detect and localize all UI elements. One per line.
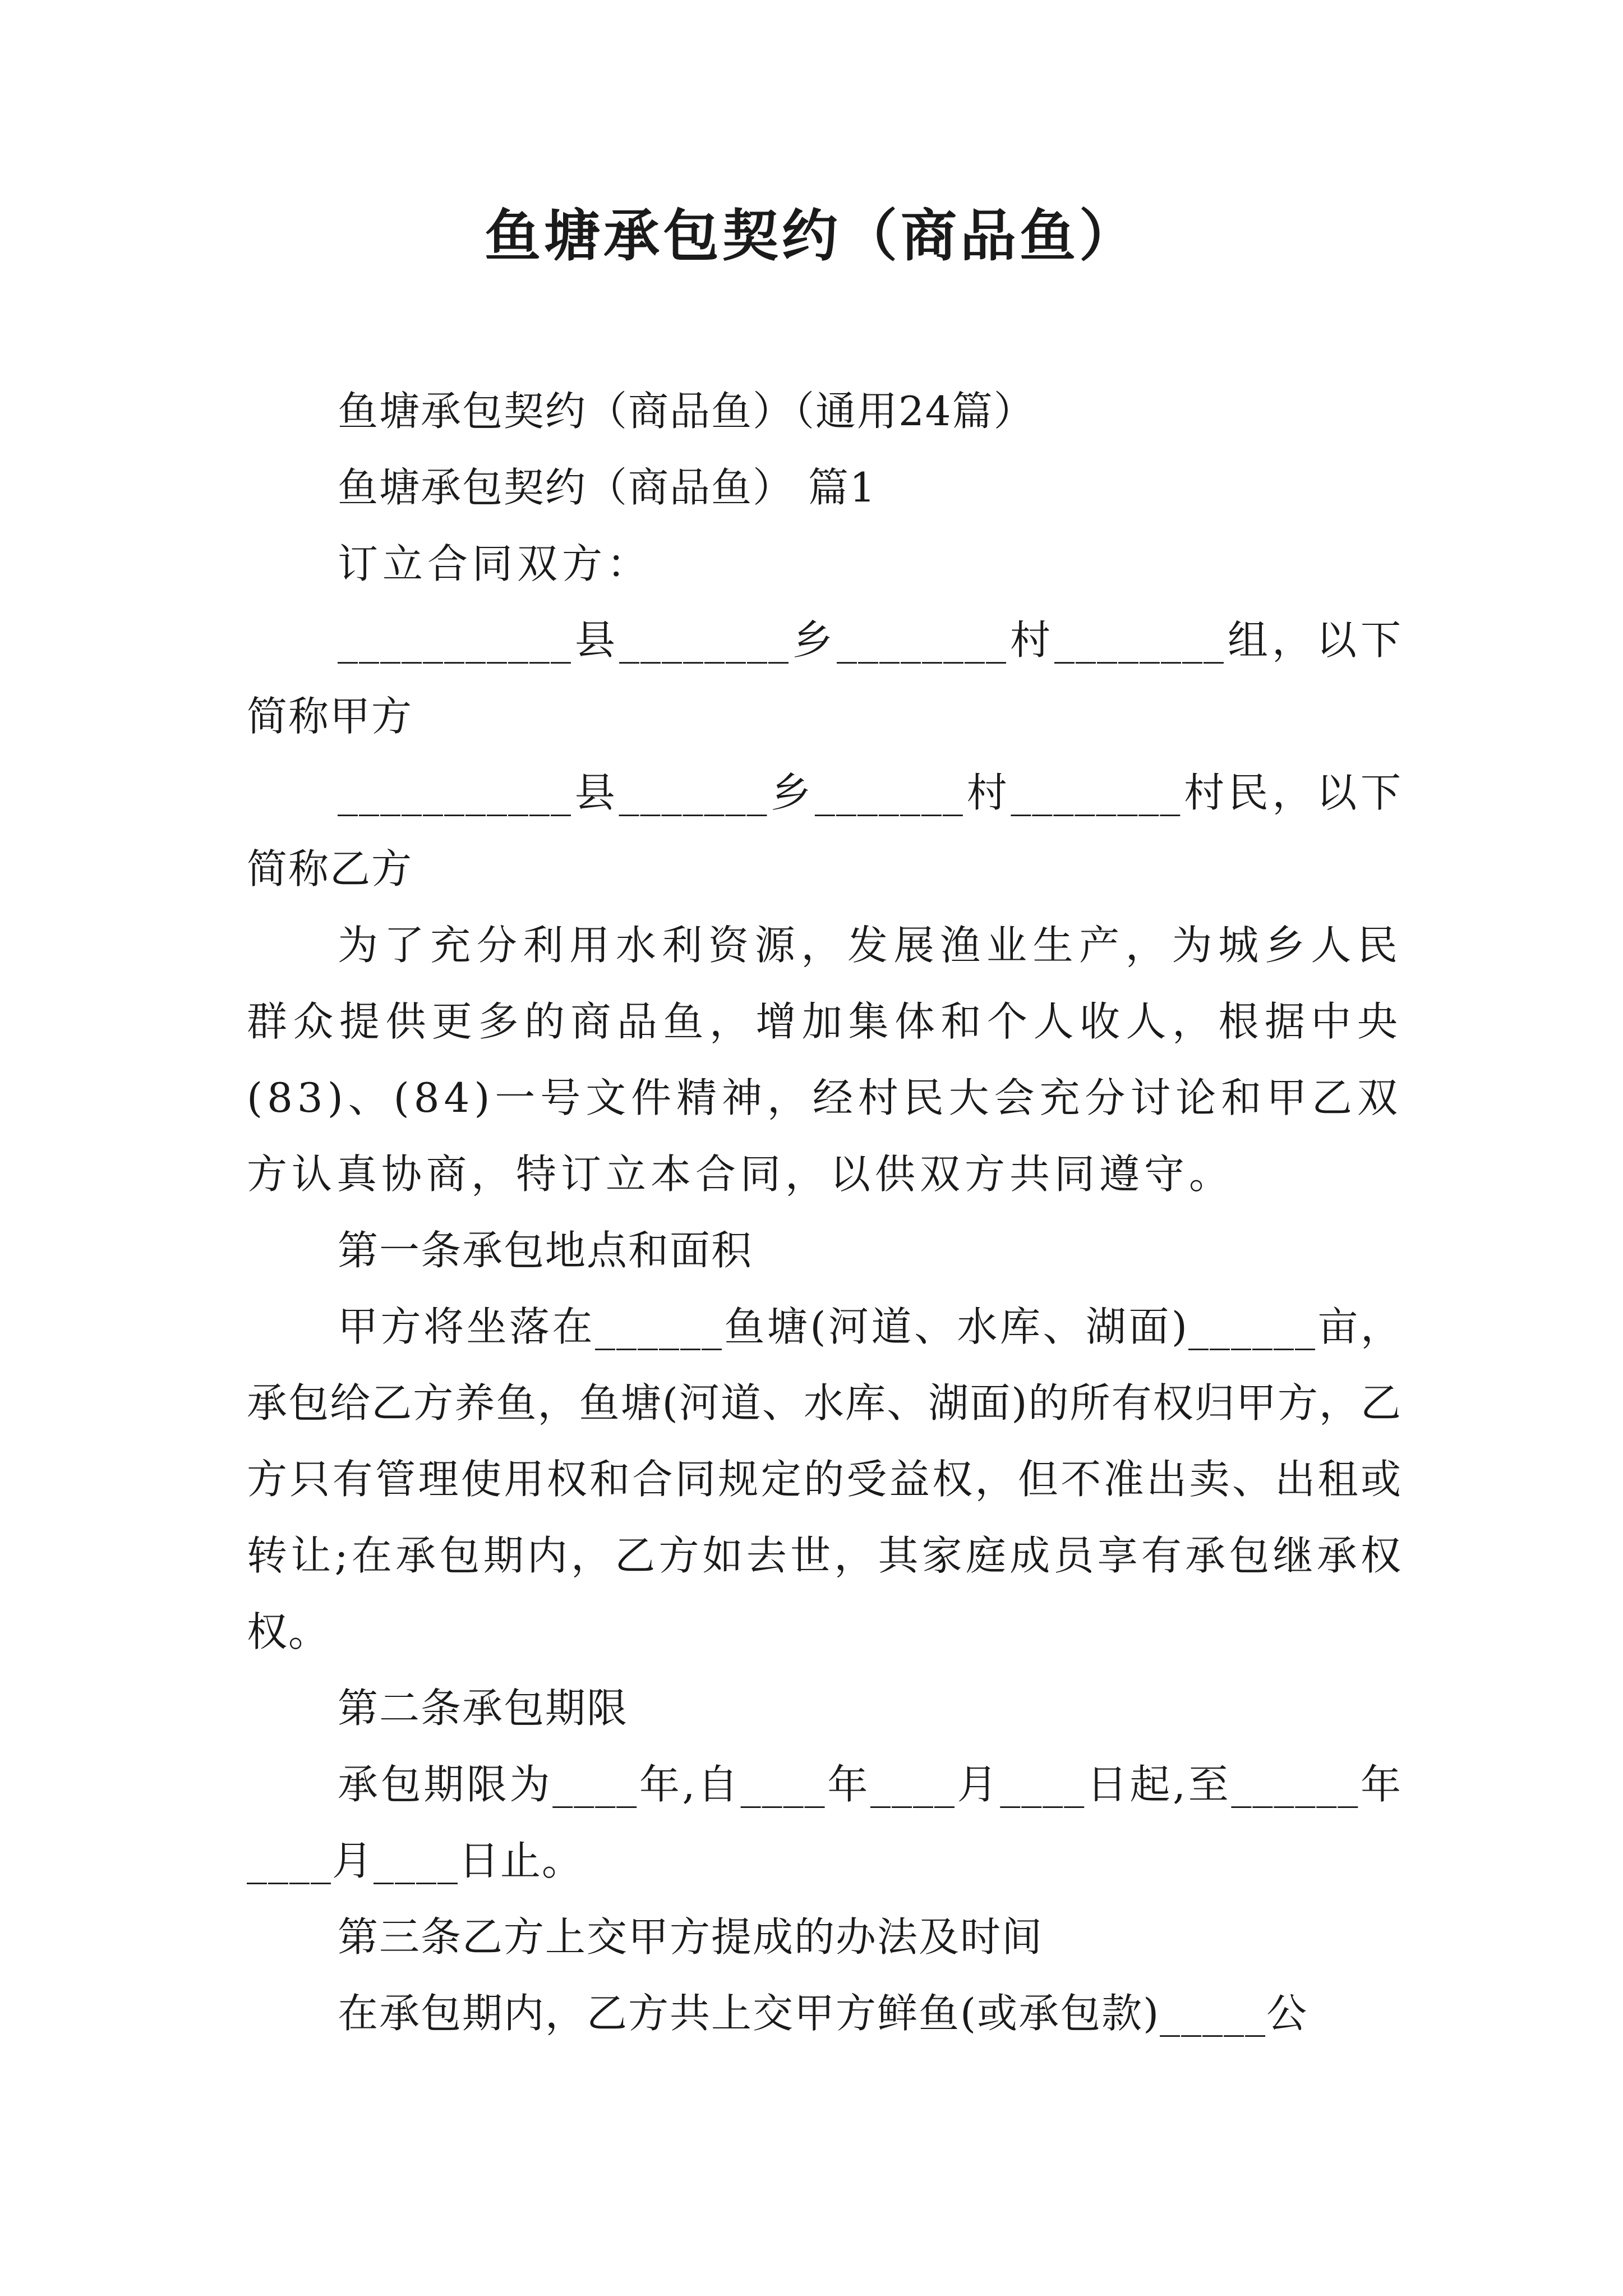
paragraph: 在承包期内，乙方共上交甲方鲜鱼(或承包款)_____公 — [338, 1990, 1308, 2037]
document-title: 鱼塘承包契约（商品鱼） — [485, 203, 1138, 269]
paragraph: ___________县________乡________村________组，以下简称甲方 — [247, 616, 1402, 740]
paragraph: 鱼塘承包契约（商品鱼） 篇1 — [338, 464, 877, 511]
paragraph: 订立合同双方： — [338, 540, 652, 587]
section-heading: 第二条承包期限 — [338, 1685, 629, 1732]
paragraph: 甲方将坐落在______鱼塘(河道、水库、湖面)______亩，承包给乙方养鱼，鱼塘(河道、水库、湖面)的所有权归甲方，乙方只有管理使用权和合同规定的受益权，但不准出卖、出租或转让;在承包期内，乙方如去世，其家庭成员享有承包继承权权。 — [247, 1303, 1402, 1655]
document-body — [247, 373, 1402, 2051]
section-heading: 第一条承包地点和面积 — [338, 1227, 753, 1274]
section-heading: 第三条乙方上交甲方提成的办法及时间 — [338, 1913, 1044, 1961]
paragraph: 为了充分利用水利资源，发展渔业生产，为城乡人民群众提供更多的商品鱼，增加集体和个人收人，根据中央(83)、(84)一号文件精神，经村民大会充分讨论和甲乙双方认真协商，特订立本合同，以供双方共同遵守。 — [247, 922, 1402, 1198]
paragraph: 鱼塘承包契约（商品鱼）（通用24篇） — [338, 388, 1035, 435]
paragraph: ___________县_______乡_______村________村民，以下简称乙方 — [247, 769, 1402, 892]
paragraph: 承包期限为____年,自____年____月____日起,至______年____月____日止。 — [247, 1761, 1402, 1884]
